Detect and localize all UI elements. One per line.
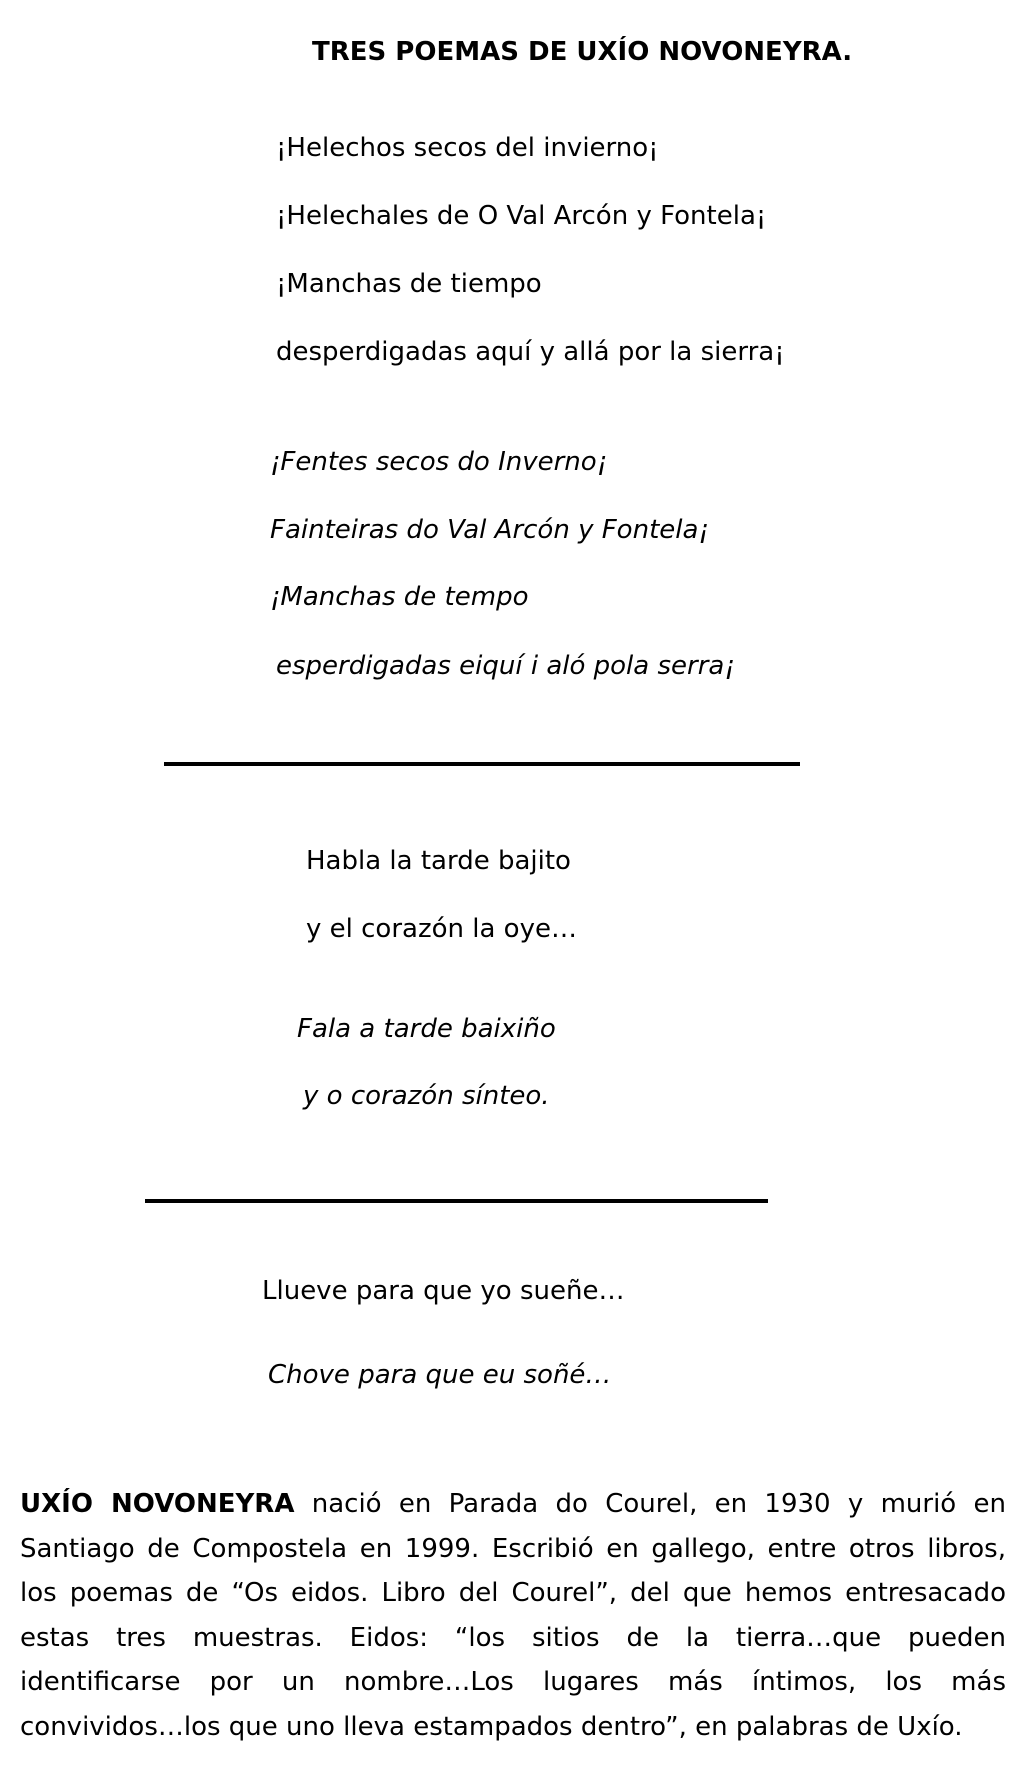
poem1-galician-line-2: Fainteiras do Val Arcón y Fontela¡ xyxy=(270,515,709,545)
poem1-galician-line-1: ¡Fentes secos do Inverno¡ xyxy=(270,447,608,477)
poem1-galician-line-4: esperdigadas eiquí i aló pola serra¡ xyxy=(276,651,735,681)
author-bio-paragraph xyxy=(20,1482,1006,1749)
poem2-spanish-line-2: y el corazón la oye… xyxy=(306,914,577,944)
author-bio-text: nació en Parada do Courel, en 1930 y murió en Santiago de Compostela en 1999. Escribió en gallego, entre otros libros, los poemas de “Os eidos. Libro del Courel”, del que hemos entresacado estas tres muestras. Eidos: “los sitios de la tierra…que pueden identificarse por un nombre…Los lugares más íntimos, los más convividos…los que uno lleva estampados dentro”, en palabras de Uxío. xyxy=(20,1489,1006,1742)
poem3-spanish-line-1: Llueve para que yo sueñe… xyxy=(262,1276,625,1306)
poem1-spanish-line-4: desperdigadas aquí y allá por la sierra¡ xyxy=(276,337,785,367)
poem2-spanish-line-1: Habla la tarde bajito xyxy=(306,846,571,876)
poem1-spanish-line-3: ¡Manchas de tiempo xyxy=(276,269,542,299)
divider-2 xyxy=(145,1199,768,1203)
poem1-spanish-line-1: ¡Helechos secos del invierno¡ xyxy=(276,133,659,163)
document-title: TRES POEMAS DE UXÍO NOVONEYRA. xyxy=(312,37,853,67)
poem1-galician-line-3: ¡Manchas de tempo xyxy=(270,582,529,612)
poem3-galician-line-1: Chove para que eu soñé… xyxy=(268,1360,612,1390)
poem2-galician-line-2: y o corazón sínteo. xyxy=(303,1081,550,1111)
author-name: UXÍO NOVONEYRA xyxy=(20,1489,295,1519)
divider-1 xyxy=(164,762,800,766)
poem1-spanish-line-2: ¡Helechales de O Val Arcón y Fontela¡ xyxy=(276,201,767,231)
poem2-galician-line-1: Fala a tarde baixiño xyxy=(297,1014,556,1044)
